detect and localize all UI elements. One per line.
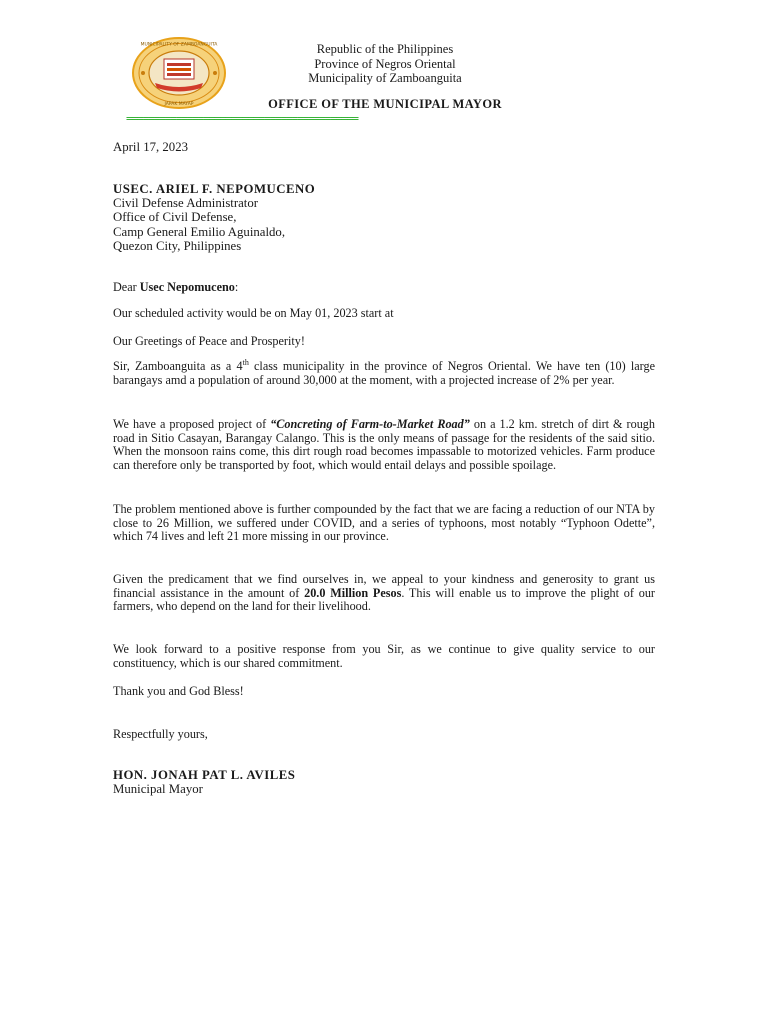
recipient-name: USEC. ARIEL F. NEPOMUCENO xyxy=(113,182,316,196)
p6-text-a: Given the predicament that we find ourselves in, we appeal to your kindness and generosity to grant us financial assistance in the amount of xyxy=(113,572,655,600)
office-title: OFFICE OF THE MUNICIPAL MAYOR xyxy=(268,97,502,111)
p4-text-a: We have a proposed project of xyxy=(113,417,271,431)
recipient-office: Office of Civil Defense, xyxy=(113,210,237,225)
recipient-camp: Camp General Emilio Aguinaldo, xyxy=(113,224,286,239)
p3-text-a: Sir, Zamboanguita as a 4 xyxy=(113,359,243,373)
signature-block xyxy=(113,768,655,797)
header-republic: Republic of the Philippines xyxy=(316,42,454,56)
paragraph-greetings: Our Greetings of Peace and Prosperity! xyxy=(113,334,305,348)
paragraph-thanks: Thank you and God Bless! xyxy=(113,684,244,698)
salutation xyxy=(113,281,655,295)
header-municipality: Municipality of Zamboanguita xyxy=(308,71,462,85)
p6-text-b: . This will enable us to improve the plight of our farmers, who depend on the land for their livelihood. xyxy=(113,585,655,614)
paragraph-schedule: Our scheduled activity would be on May 01, 2023 start at xyxy=(113,306,394,320)
p4-text-b: on a 1.2 km. stretch of dirt & rough road in Sitio Casayan, Barangay Calango. This is the only means of passage for the residents of the said sitio. When the monsoon rains come, this dirt rough road becomes impassable to motorized vehicles. Farm produce can therefore only be transported by foot, which would entail delays and possible spoilage. xyxy=(113,417,655,472)
paragraph-problem: The problem mentioned above is further compounded by the fact that we are facing a reduction of our NTA by close to 26 Million, we suffered under COVID, and a series of typhoons, most notably “Typhoon Odette”, which 74 lives and left 21 more missing in our province. xyxy=(113,502,655,544)
recipient-title: Civil Defense Administrator xyxy=(113,196,259,211)
recipient-block xyxy=(113,182,655,253)
salutation-colon: : xyxy=(234,280,239,294)
signatory-name: HON. JONAH PAT L. AVILES xyxy=(113,768,296,782)
paragraph-municipality xyxy=(113,357,655,387)
paragraph-appeal xyxy=(113,573,655,614)
recipient-city: Quezon City, Philippines xyxy=(113,238,242,253)
signatory-title: Municipal Mayor xyxy=(113,782,203,797)
seal-ring-text-top: MUNICIPALITY OF ZAMBOANGUITA xyxy=(140,42,218,48)
project-title: “Concreting of Farm-to-Market Road” xyxy=(270,417,470,431)
complimentary-close: Respectfully yours, xyxy=(113,727,208,741)
header-province: Province of Negros Oriental xyxy=(314,56,456,71)
p3-superscript: th xyxy=(242,357,249,367)
requested-amount: 20.0 Million Pesos xyxy=(304,585,402,600)
salutation-name: Usec Nepomuceno xyxy=(139,280,235,294)
p3-text-b: class municipality in the province of Negros Oriental. We have ten (10) large barangays amd a population of around 30,000 at the moment, with a projected increase of 2% per year. xyxy=(113,359,655,387)
letterhead xyxy=(170,42,600,86)
paragraph-closing: We look forward to a positive response from you Sir, as we continue to give quality service to our constituency, which is our shared commitment. xyxy=(113,642,655,670)
header-divider-rule: ========================================== xyxy=(126,112,358,125)
seal-ring-text-bottom: JAPAK MAYAP xyxy=(164,102,194,107)
letter-date: April 17, 2023 xyxy=(113,140,189,154)
salutation-dear: Dear xyxy=(113,280,140,294)
paragraph-project xyxy=(113,418,655,472)
